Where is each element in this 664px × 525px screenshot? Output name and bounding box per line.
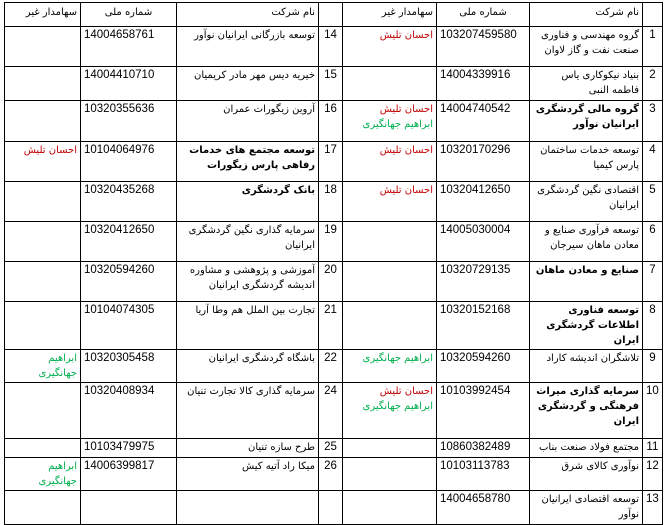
national-id-left: 10320355636 — [81, 101, 177, 142]
shareholder-cell-left — [5, 383, 81, 439]
company-name-left: بانک گردشگری — [177, 182, 319, 222]
national-id-right: 14004740542 — [437, 101, 530, 142]
shareholder-cell-left — [5, 142, 81, 182]
company-name-right: اقتصادی نگین گردشگری ایرانیان — [530, 182, 643, 222]
national-id-right: 10320729135 — [437, 262, 530, 302]
shareholder-name-red: احسان تلیش — [379, 145, 433, 156]
table-row — [5, 262, 663, 302]
header-number-right — [643, 3, 663, 27]
shareholder-cell-right — [343, 383, 437, 439]
row-number-right: 3 — [643, 101, 663, 142]
company-name-right: سرمایه گذاری میراث فرهنگی و گردشگری ایران — [530, 383, 643, 439]
national-id-right: 10103992454 — [437, 383, 530, 439]
company-name-left: توسعه مجتمع های خدمات رفاهی پارس زیگورات — [177, 142, 319, 182]
company-name-right: توسعه اقتصادی ایرانیان نوآور — [530, 491, 643, 525]
company-name-right: گروه مهندسی و فناوری صنعت نفت و گاز لاوان — [530, 27, 643, 67]
national-id-left: 10320412650 — [81, 222, 177, 262]
shareholder-name-green: ابراهیم جهانگیری — [362, 401, 433, 412]
shareholder-cell-left — [5, 67, 81, 101]
header-national-id-left: شماره ملی — [81, 3, 177, 27]
shareholder-cell-right — [343, 101, 437, 142]
national-id-left: 10320594260 — [81, 262, 177, 302]
row-number-right: 8 — [643, 302, 663, 350]
header-company-right: نام شرکت — [530, 3, 643, 27]
row-number-right: 12 — [643, 458, 663, 491]
header-shareholder-right: سهامدار غیر — [343, 3, 437, 27]
row-number-right: 9 — [643, 350, 663, 383]
company-name-right: توسعه خدمات ساختمان پارس کیمیا — [530, 142, 643, 182]
table-row — [5, 27, 663, 67]
shareholder-cell-right — [343, 27, 437, 67]
shareholder-name-red: احسان تلیش — [379, 386, 433, 397]
company-name-left: باشگاه گردشگری ایرانیان — [177, 350, 319, 383]
national-id-left: 10320435268 — [81, 182, 177, 222]
row-number-right: 7 — [643, 262, 663, 302]
shareholder-cell-right — [343, 222, 437, 262]
header-shareholder-left: سهامدار غیر — [5, 3, 81, 27]
row-number-left: 14 — [319, 27, 343, 67]
national-id-left: 14004658761 — [81, 27, 177, 67]
national-id-right: 10320412650 — [437, 182, 530, 222]
row-number-left: 17 — [319, 142, 343, 182]
shareholder-cell-right — [343, 439, 437, 458]
company-name-left: میکا راد آتیه کیش — [177, 458, 319, 491]
shareholder-name-red: احسان تلیش — [379, 185, 433, 196]
shareholder-name-green: ابراهیم جهانگیری — [38, 461, 77, 487]
shareholder-cell-left — [5, 182, 81, 222]
row-number-right: 11 — [643, 439, 663, 458]
shareholder-name-green: ابراهیم جهانگیری — [362, 119, 433, 130]
row-number-left: 18 — [319, 182, 343, 222]
shareholder-name-green: ابراهیم جهانگیری — [38, 353, 77, 379]
row-number-left: 19 — [319, 222, 343, 262]
row-number-left: 25 — [319, 439, 343, 458]
company-name-left: توسعه بازرگانی ایرانیان نوآور — [177, 27, 319, 67]
company-name-right: مجتمع فولاد صنعت بناب — [530, 439, 643, 458]
row-number-left: 15 — [319, 67, 343, 101]
row-number-right: 6 — [643, 222, 663, 262]
shareholder-cell-left — [5, 27, 81, 67]
company-name-right: صنایع و معادن ماهان — [530, 262, 643, 302]
table-row — [5, 182, 663, 222]
company-name-right: توسعه فرآوری صنایع و معادن ماهان سیرجان — [530, 222, 643, 262]
shareholder-cell-right — [343, 182, 437, 222]
row-number-left: 20 — [319, 262, 343, 302]
company-name-right: توسعه فناوری اطلاعات گردشگری ایران — [530, 302, 643, 350]
national-id-left: 10320305458 — [81, 350, 177, 383]
national-id-right: 14005030004 — [437, 222, 530, 262]
row-number-right: 4 — [643, 142, 663, 182]
table-row — [5, 142, 663, 182]
shareholder-name-red: احسان تلیش — [379, 30, 433, 41]
table-body — [5, 27, 663, 525]
shareholder-cell-left — [5, 101, 81, 142]
row-number-right: 10 — [643, 383, 663, 439]
shareholder-cell-left — [5, 222, 81, 262]
row-number-left: 26 — [319, 458, 343, 491]
shareholder-cell-left — [5, 350, 81, 383]
shareholder-name-red: احسان تلیش — [23, 145, 77, 156]
header-company-left: نام شرکت — [177, 3, 319, 27]
company-name-left: طرح سازه تنیان — [177, 439, 319, 458]
shareholder-cell-right — [343, 262, 437, 302]
national-id-left: 10103479975 — [81, 439, 177, 458]
table-row — [5, 458, 663, 491]
shareholder-cell-left — [5, 262, 81, 302]
company-name-left: سرمایه گذاری کالا تجارت تنیان — [177, 383, 319, 439]
shareholder-name-red: احسان تلیش — [379, 104, 433, 115]
row-number-left: 24 — [319, 383, 343, 439]
national-id-right: 10103113783 — [437, 458, 530, 491]
shareholder-cell-right — [343, 458, 437, 491]
header-national-id-right: شماره ملی — [437, 3, 530, 27]
national-id-right: 103207459580 — [437, 27, 530, 67]
shareholder-cell-right — [343, 67, 437, 101]
shareholder-cell-left — [5, 458, 81, 491]
national-id-right: 14004658780 — [437, 491, 530, 525]
row-number-right: 13 — [643, 491, 663, 525]
company-name-left: خیریه دیس مهر مادر کریمیان — [177, 67, 319, 101]
row-number-right: 1 — [643, 27, 663, 67]
table-row — [5, 302, 663, 350]
row-number-left: 21 — [319, 302, 343, 350]
national-id-left: 14006399817 — [81, 458, 177, 491]
row-number-left: 22 — [319, 350, 343, 383]
row-number-right: 2 — [643, 67, 663, 101]
row-number-left: 16 — [319, 101, 343, 142]
shareholder-cell-right — [343, 350, 437, 383]
company-name-left: آموزشی و پژوهشی و مشاوره اندیشه گردشگری ایرانیان — [177, 262, 319, 302]
company-name-right: گروه مالی گردشگری ایرانیان نوآور — [530, 101, 643, 142]
header-number-left — [319, 3, 343, 27]
national-id-left: 10320408934 — [81, 383, 177, 439]
company-name-left: سرمایه گذاری نگین گردشگری ایرانیان — [177, 222, 319, 262]
national-id-right: 10860382489 — [437, 439, 530, 458]
national-id-right: 10320170296 — [437, 142, 530, 182]
national-id-right: 10320594260 — [437, 350, 530, 383]
header-row — [5, 3, 663, 27]
company-name-left: آروین زیگورات عمران — [177, 101, 319, 142]
shareholder-name-green: ابراهیم جهانگیری — [362, 353, 433, 364]
table-row — [5, 101, 663, 142]
table-row — [5, 350, 663, 383]
national-id-right: 14004339916 — [437, 67, 530, 101]
row-number-right: 5 — [643, 182, 663, 222]
company-name-left: تجارت بین الملل هم وطا آریا — [177, 302, 319, 350]
table-row — [5, 439, 663, 458]
company-name-right: نوآوری کالای شرق — [530, 458, 643, 491]
table-row — [5, 222, 663, 262]
companies-table — [4, 2, 663, 525]
shareholding-document — [4, 2, 663, 525]
shareholder-cell-right — [343, 142, 437, 182]
company-name-right: بنیاد نیکوکاری یاس فاطمه النبی — [530, 67, 643, 101]
shareholder-cell-left — [5, 439, 81, 458]
table-row — [5, 67, 663, 101]
company-name-right: تلاشگران اندیشه کاراد — [530, 350, 643, 383]
shareholder-cell-left — [5, 302, 81, 350]
national-id-left: 14004410710 — [81, 67, 177, 101]
national-id-right: 10320152168 — [437, 302, 530, 350]
national-id-left: 10104064976 — [81, 142, 177, 182]
shareholder-cell-right — [343, 302, 437, 350]
table-row — [5, 383, 663, 439]
national-id-left: 10104074305 — [81, 302, 177, 350]
